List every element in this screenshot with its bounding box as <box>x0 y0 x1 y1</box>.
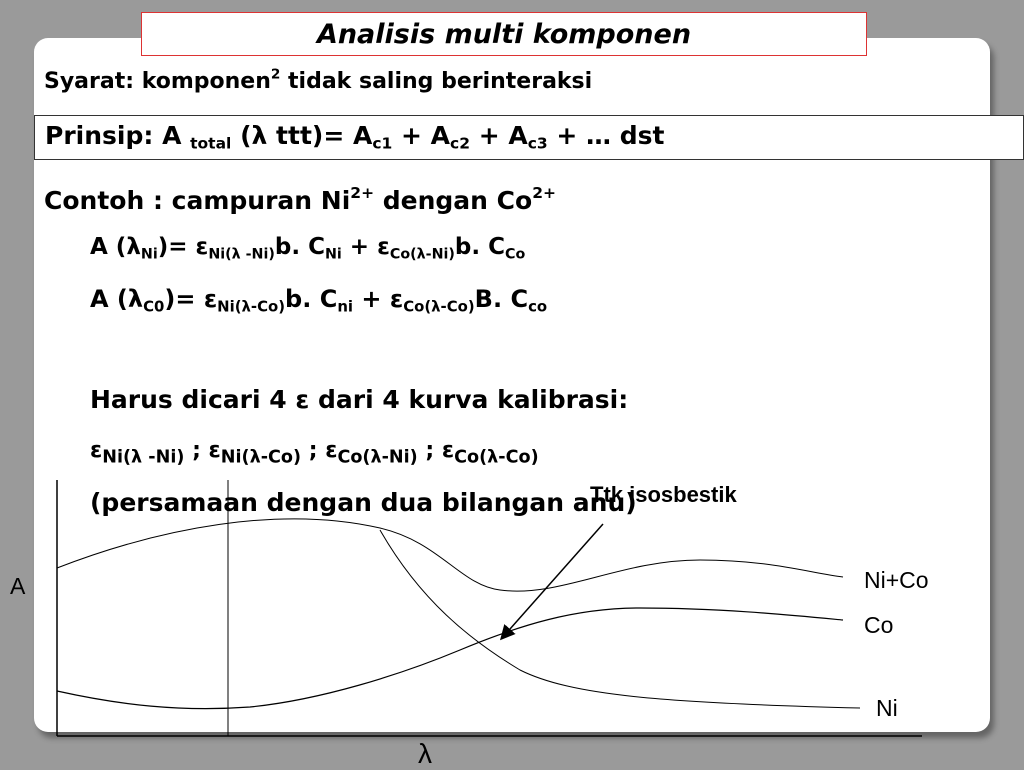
curve-ni-co <box>57 519 843 591</box>
epsilon-list: $\varepsilon_{Ni(\lambda -Ni)}$ ; $\varepsilon_{Ni(\lambda-Co)}$ ; $\varepsilon_{Co(\lambda-Ni)}$ ; $\varepsilon_{Co(\lambda-Co)}$ <box>90 438 539 468</box>
syarat-line: Syarat: komponen$^2$ tidak saling berinteraksi <box>44 66 593 94</box>
equation-ni: A $(\lambda_{Ni})= \varepsilon_{Ni(\lambda -Ni)}b$. $C_{Ni} + \varepsilon_{Co(\lambda-Ni)}b$. $C_{Co}$ <box>90 234 526 263</box>
isosbestic-label: Ttk isosbestik <box>590 482 737 507</box>
slide-title: Analisis multi komponen <box>141 12 867 56</box>
equation-co: A $(\lambda_{C0})= \varepsilon_{Ni(\lambda-Co)}b$. $C_{ni} + \varepsilon_{Co(\lambda-Co)}B$. $C_{co}$ <box>90 285 548 316</box>
x-axis-label: λ <box>418 738 432 769</box>
y-axis-label: A <box>10 573 26 599</box>
harus-dicari-line: Harus dicari 4 ε dari 4 kurva kalibrasi: <box>90 385 629 414</box>
legend-ni-co: Ni+Co <box>864 567 929 593</box>
legend-ni: Ni <box>876 695 898 721</box>
curve-co <box>57 608 843 709</box>
persamaan-line: (persamaan dengan dua bilangan anu) <box>90 488 637 517</box>
isosbestic-arrow <box>502 524 603 638</box>
contoh-line: Contoh : campuran $Ni^{2+}$ dengan $Co^{2+}$ <box>44 184 556 215</box>
curve-ni <box>380 530 860 708</box>
legend-co: Co <box>864 612 894 638</box>
prinsip-formula: Prinsip: A $_{total}$ (λ $ttt)= A_{c1} + A_{c2} + A_{c3}$ + … dst <box>45 121 665 153</box>
